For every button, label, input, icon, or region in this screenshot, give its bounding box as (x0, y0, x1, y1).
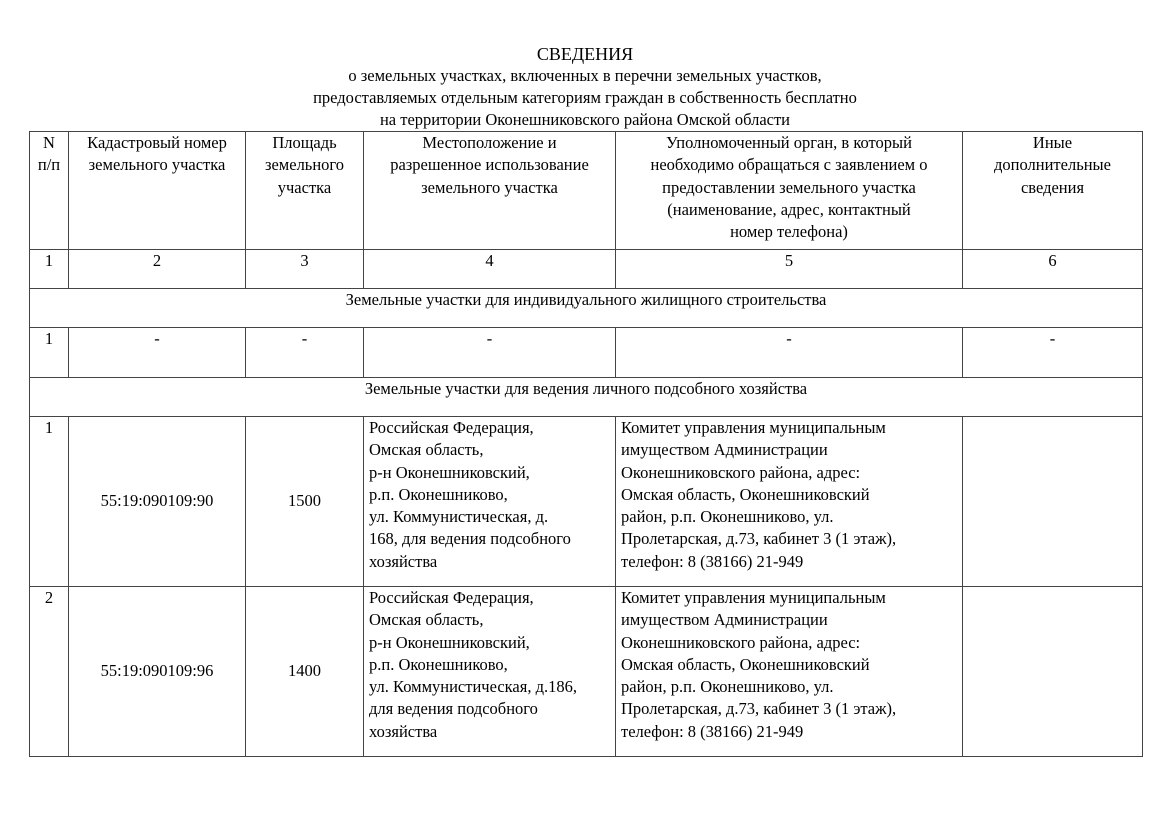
cell-location: - (364, 328, 616, 378)
header-extra-info: Иные дополнительные сведения (963, 132, 1143, 250)
table-row (30, 417, 1143, 587)
section-title-personal-farming: Земельные участки для ведения личного подсобного хозяйства (30, 378, 1143, 417)
cell-number: 1 (30, 328, 69, 378)
cell-cadastral: 55:19:090109:96 (69, 587, 246, 757)
cell-authority: - (616, 328, 963, 378)
header-cadastral-number: Кадастровый номер земельного участка (69, 132, 246, 250)
cell-number: 1 (30, 417, 69, 587)
column-numbers-row (30, 250, 1143, 289)
document-subtitle-line-2: предоставляемых отдельным категориям граждан в собственность бесплатно (313, 88, 857, 107)
section-header-row (30, 378, 1143, 417)
column-number: 6 (963, 250, 1143, 289)
land-plots-table (29, 131, 1143, 757)
cell-number: 2 (30, 587, 69, 757)
table-row (30, 328, 1143, 378)
table-header-row (30, 132, 1143, 250)
cell-location: Российская Федерация, Омская область, р-н Оконешниковский, р.п. Оконешниково, ул. Коммунистическая, д.186, для ведения подсобного хозяйства (364, 587, 616, 757)
column-number: 2 (69, 250, 246, 289)
section-title-individual-housing: Земельные участки для индивидуального жилищного строительства (30, 289, 1143, 328)
cell-cadastral: - (69, 328, 246, 378)
cell-area: 1400 (246, 587, 364, 757)
column-number: 3 (246, 250, 364, 289)
header-number: N п/п (30, 132, 69, 250)
cell-area: 1500 (246, 417, 364, 587)
document-heading (0, 43, 1170, 131)
cell-location: Российская Федерация, Омская область, р-н Оконешниковский, р.п. Оконешниково, ул. Коммунистическая, д. 168, для ведения подсобного хозяйства (364, 417, 616, 587)
cell-authority: Комитет управления муниципальным имуществом Администрации Оконешниковского района, адрес: Омская область, Оконешниковский район, р.п. Оконешниково, ул. Пролетарская, д.73, кабинет 3 (1 этаж), телефон: 8 (38166) 21-949 (616, 587, 963, 757)
header-area: Площадь земельного участка (246, 132, 364, 250)
cell-extra: - (963, 328, 1143, 378)
header-authority: Уполномоченный орган, в который необходимо обращаться с заявлением о предоставлении земельного участка (наименование, адрес, контактный номер телефона) (616, 132, 963, 250)
document-subtitle-line-1: о земельных участках, включенных в перечни земельных участков, (348, 66, 822, 85)
section-header-row (30, 289, 1143, 328)
cell-extra (963, 587, 1143, 757)
cell-extra (963, 417, 1143, 587)
document-subtitle-line-3: на территории Оконешниковского района Омской области (379, 110, 791, 129)
document-title: СВЕДЕНИЯ (536, 44, 634, 64)
cell-authority: Комитет управления муниципальным имуществом Администрации Оконешниковского района, адрес: Омская область, Оконешниковский район, р.п. Оконешниково, ул. Пролетарская, д.73, кабинет 3 (1 этаж), телефон: 8 (38166) 21-949 (616, 417, 963, 587)
cell-cadastral: 55:19:090109:90 (69, 417, 246, 587)
header-location: Местоположение и разрешенное использование земельного участка (364, 132, 616, 250)
cell-area: - (246, 328, 364, 378)
column-number: 1 (30, 250, 69, 289)
column-number: 4 (364, 250, 616, 289)
table-row (30, 587, 1143, 757)
column-number: 5 (616, 250, 963, 289)
